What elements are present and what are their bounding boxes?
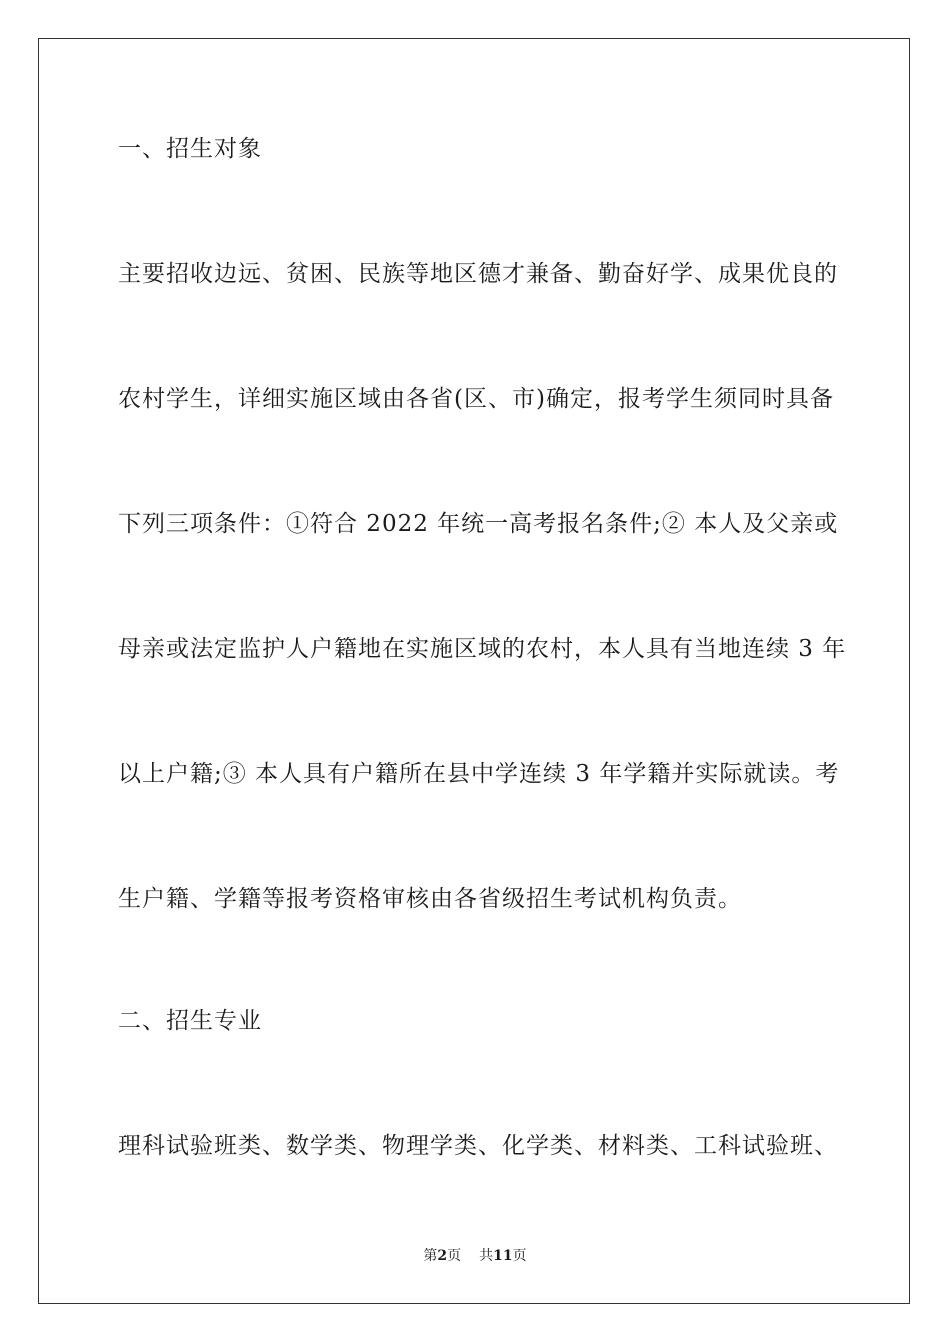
paragraph-line-6: 生户籍、学籍等报考资格审核由各省级招生考试机构负责。 [118,886,742,912]
paragraph-line-7: 理科试验班类、数学类、物理学类、化学类、材料类、工科试验班、 [118,1133,838,1159]
section-heading-1: 一、招生对象 [118,136,262,162]
page-label-prefix: 第 [423,1248,438,1264]
paragraph-line-5: 以上户籍;③ 本人具有户籍所在县中学连续 3 年学籍并实际就读。考 [118,761,840,787]
total-pages: 11 [493,1248,513,1264]
paragraph-line-1: 主要招收边远、贫困、民族等地区德才兼备、勤奋好学、成果优良的 [118,261,838,287]
section-heading-2: 二、招生专业 [118,1008,262,1034]
total-label-prefix: 共 [479,1248,494,1264]
page-footer [0,1247,950,1265]
paragraph-line-4: 母亲或法定监护人户籍地在实施区域的农村，本人具有当地连续 3 年 [118,636,847,662]
paragraph-line-3: 下列三项条件：①符合 2022 年统一高考报名条件;② 本人及父亲或 [118,511,839,537]
page-number: 2 [437,1248,448,1264]
page-label-suffix: 页 [447,1248,462,1264]
paragraph-line-2: 农村学生，详细实施区域由各省(区、市)确定，报考学生须同时具备 [118,386,834,412]
page-border [38,38,910,1304]
total-label-suffix: 页 [512,1248,527,1264]
